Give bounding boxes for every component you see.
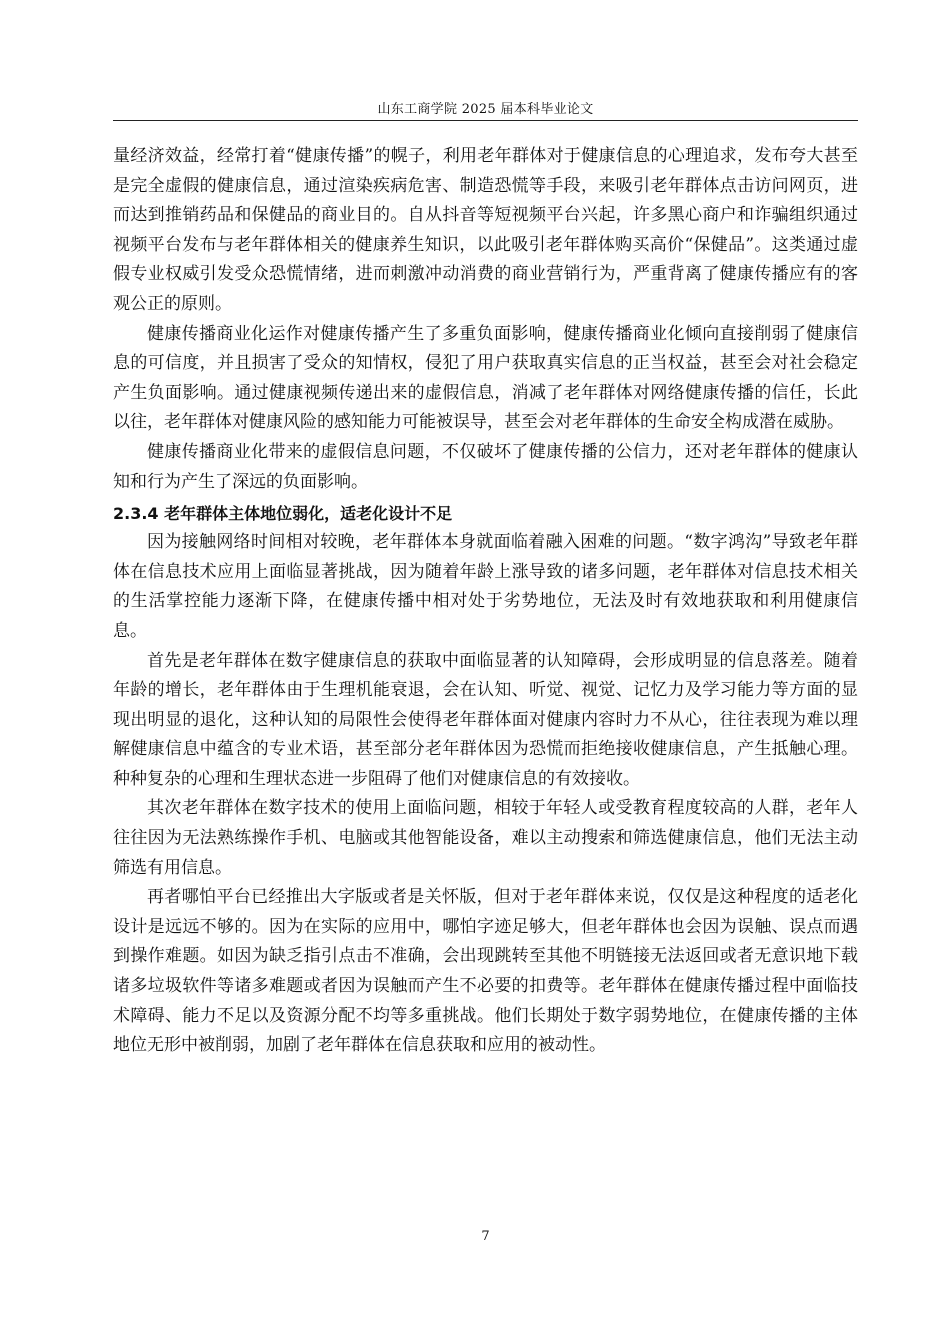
paragraph: 其次老年群体在数字技术的使用上面临问题，相较于年轻人或受教育程度较高的人群，老年人往往因为无法熟练操作手机、电脑或其他智能设备，难以主动搜索和筛选健康信息，他们无法主动筛选有用信息。 (113, 798, 858, 878)
paragraph: 因为接触网络时间相对较晚，老年群体本身就面临着融入困难的问题。“数字鸿沟”导致老年群体在信息技术应用上面临显著挑战，因为随着年龄上涨导致的诸多问题，老年群体对信息技术相关的生活掌控能力逐渐下降，在健康传播中相对处于劣势地位，无法及时有效地获取和利用健康信息。 (113, 532, 858, 641)
page-number: 7 (481, 1229, 490, 1244)
paragraph-continued: 量经济效益，经常打着“健康传播”的幌子，利用老年群体对于健康信息的心理追求，发布夸大甚至是完全虚假的健康信息，通过渲染疾病危害、制造恐慌等手段，来吸引老年群体点击访问网页，进而达到推销药品和保健品的商业目的。自从抖音等短视频平台兴起，许多黑心商户和诈骗组织通过视频平台发布与老年群体相关的健康养生知识，以此吸引老年群体购买高价“保健品”。这类通过虚假专业权威引发受众恐慌情绪，进而刺激冲动消费的商业营销行为，严重背离了健康传播应有的客观公正的原则。 (113, 146, 858, 314)
running-header: 山东工商学院 2025 届本科毕业论文 (377, 102, 594, 117)
paragraph: 首先是老年群体在数字健康信息的获取中面临显著的认知障碍，会形成明显的信息落差。随着年龄的增长，老年群体由于生理机能衰退，会在认知、听觉、视觉、记忆力及学习能力等方面的显现出明显的退化，这种认知的局限性会使得老年群体面对健康内容时力不从心，往往表现为难以理解健康信息中蕴含的专业术语，甚至部分老年群体因为恐慌而拒绝接收健康信息，产生抵触心理。种种复杂的心理和生理状态进一步阻碍了他们对健康信息的有效接收。 (113, 650, 858, 789)
section-heading: 2.3.4 老年群体主体地位弱化，适老化设计不足 (113, 504, 453, 524)
paragraph: 健康传播商业化运作对健康传播产生了多重负面影响，健康传播商业化倾向直接削弱了健康信息的可信度，并且损害了受众的知情权，侵犯了用户获取真实信息的正当权益，甚至会对社会稳定产生负面影响。通过健康视频传递出来的虚假信息，消减了老年群体对网络健康传播的信任，长此以往，老年群体对健康风险的感知能力可能被误导，甚至会对老年群体的生命安全构成潜在威胁。 (113, 323, 858, 433)
paragraph: 再者哪怕平台已经推出大字版或者是关怀版，但对于老年群体来说，仅仅是这种程度的适老化设计是远远不够的。因为在实际的应用中，哪怕字迹足够大，但老年群体也会因为误触、误点而遇到操作难题。如因为缺乏指引点击不准确，会出现跳转至其他不明链接无法返回或者无意识地下载诸多垃圾软件等诸多难题或者因为误触而产生不必要的扣费等。老年群体在健康传播过程中面临技术障碍、能力不足以及资源分配不均等多重挑战。他们长期处于数字弱势地位，在健康传播的主体地位无形中被削弱，加剧了老年群体在信息获取和应用的被动性。 (113, 887, 858, 1056)
body-text (113, 142, 858, 1061)
header-rule (113, 120, 858, 121)
paragraph: 健康传播商业化带来的虚假信息问题，不仅破坏了健康传播的公信力，还对老年群体的健康认知和行为产生了深远的负面影响。 (113, 441, 858, 492)
